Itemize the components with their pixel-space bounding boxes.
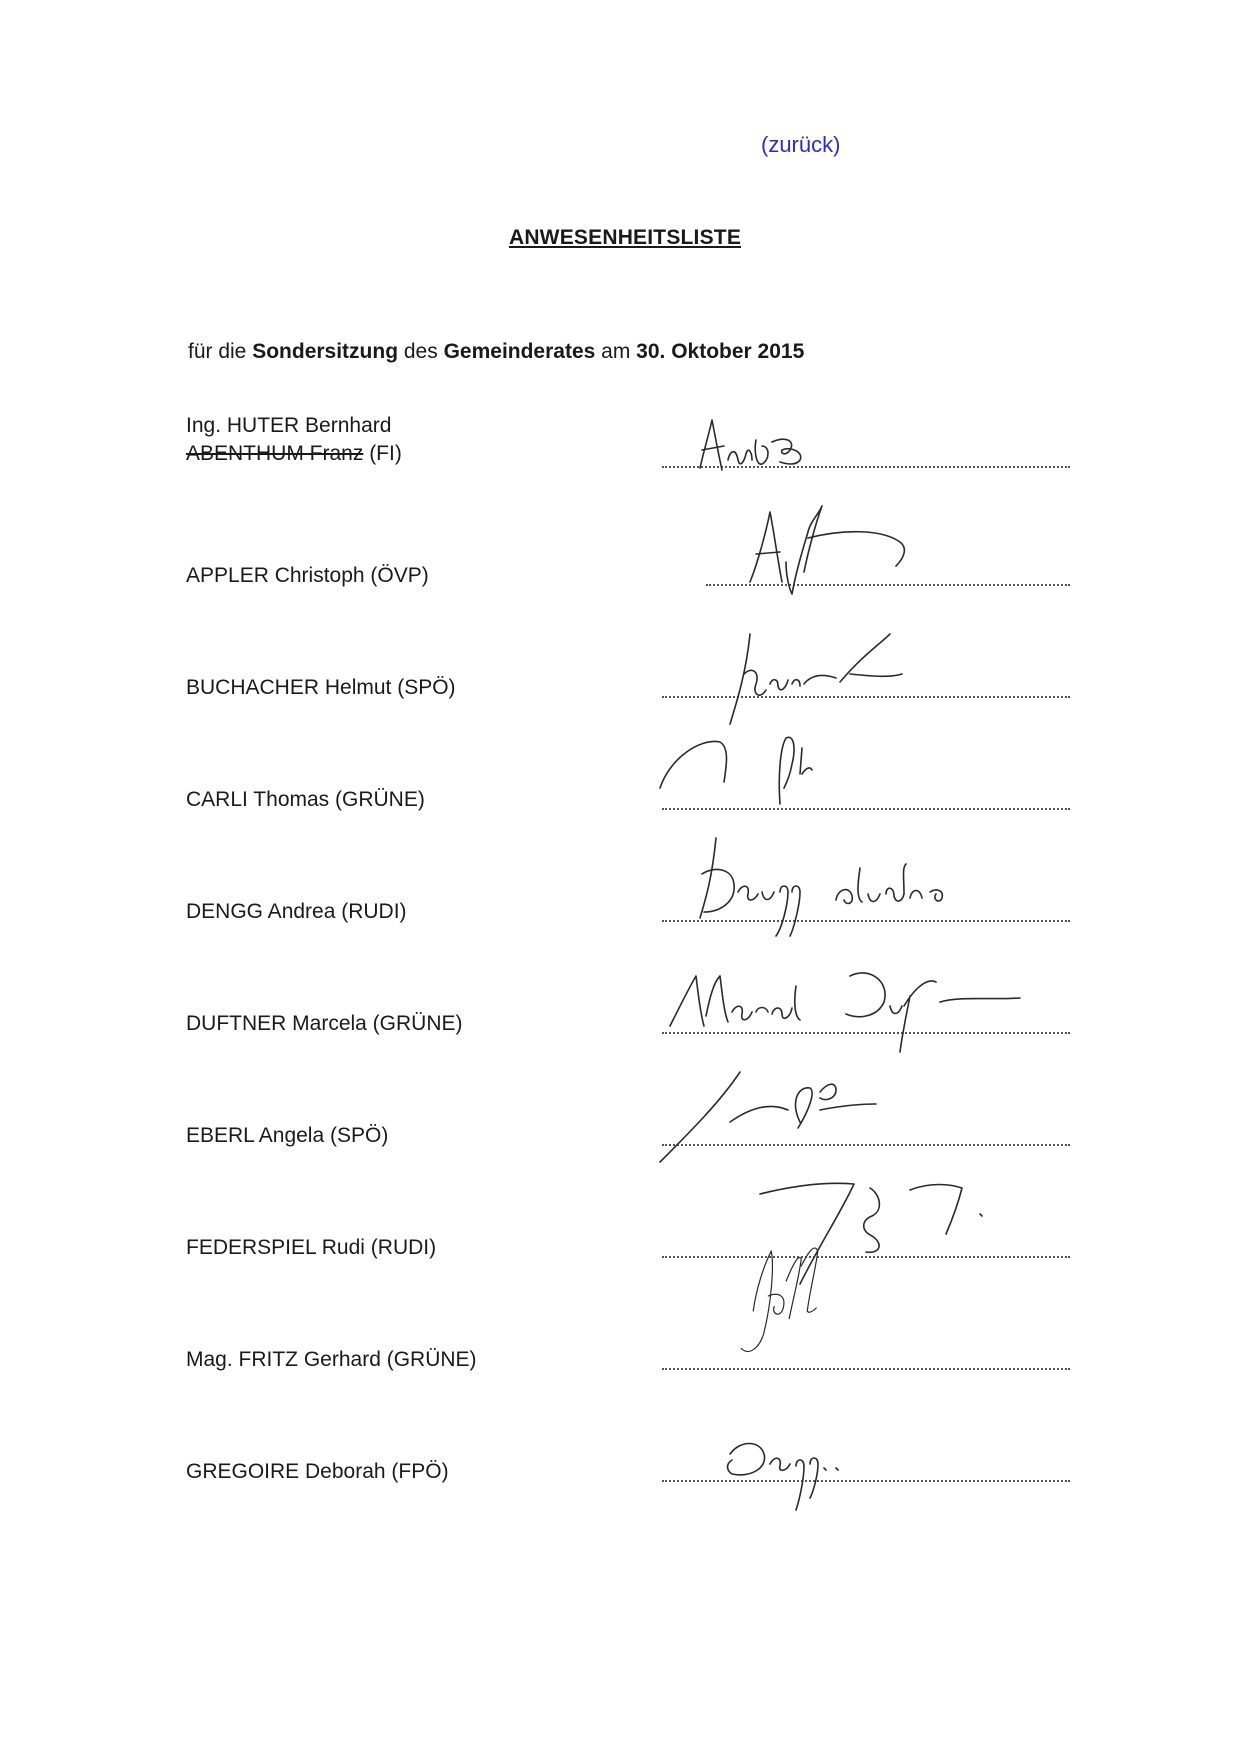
signature-image: [640, 604, 1090, 724]
intro-text: für die: [188, 340, 253, 363]
intro-text: am: [595, 340, 637, 363]
attendee-name: BUCHACHER Helmut (SPÖ): [186, 676, 456, 699]
attendee-name: Mag. FRITZ Gerhard (GRÜNE): [186, 1348, 477, 1371]
attendee-name: EBERL Angela (SPÖ): [186, 1124, 389, 1147]
intro-line: [188, 340, 804, 364]
attendee-row: [0, 512, 1250, 612]
signature-image: [640, 482, 1090, 602]
back-link[interactable]: (zurück): [761, 132, 841, 157]
signature-image: [640, 926, 1090, 1046]
intro-text: des: [398, 340, 444, 363]
attendee-name: DENGG Andrea (RUDI): [186, 900, 407, 923]
document-title: ANWESENHEITSLISTE: [508, 226, 742, 249]
attendee-name: CARLI Thomas (GRÜNE): [186, 788, 425, 811]
signature-image: [640, 1394, 1090, 1514]
attendee-name: DUFTNER Marcela (GRÜNE): [186, 1012, 463, 1035]
signature-image: [640, 1032, 1090, 1152]
attendee-name: APPLER Christoph (ÖVP): [186, 564, 429, 587]
attendee-row: [0, 1296, 1250, 1396]
intro-body: Gemeinderates: [443, 340, 596, 363]
signature-image: [640, 808, 1090, 928]
attendee-row: [0, 1408, 1250, 1508]
attendee-name: FEDERSPIEL Rudi (RUDI): [186, 1236, 437, 1259]
intro-session-type: Sondersitzung: [252, 340, 399, 363]
party-label: (FI): [363, 442, 402, 465]
signature-line: [662, 1368, 1070, 1370]
attendee-name: GREGOIRE Deborah (FPÖ): [186, 1460, 449, 1483]
intro-date: 30. Oktober 2015: [636, 340, 805, 363]
attendee-name-substituted: [186, 442, 402, 466]
struck-name: ABENTHUM Franz: [186, 442, 364, 465]
attendee-name: Ing. HUTER Bernhard: [186, 414, 392, 437]
signature-image: [640, 1236, 1090, 1356]
